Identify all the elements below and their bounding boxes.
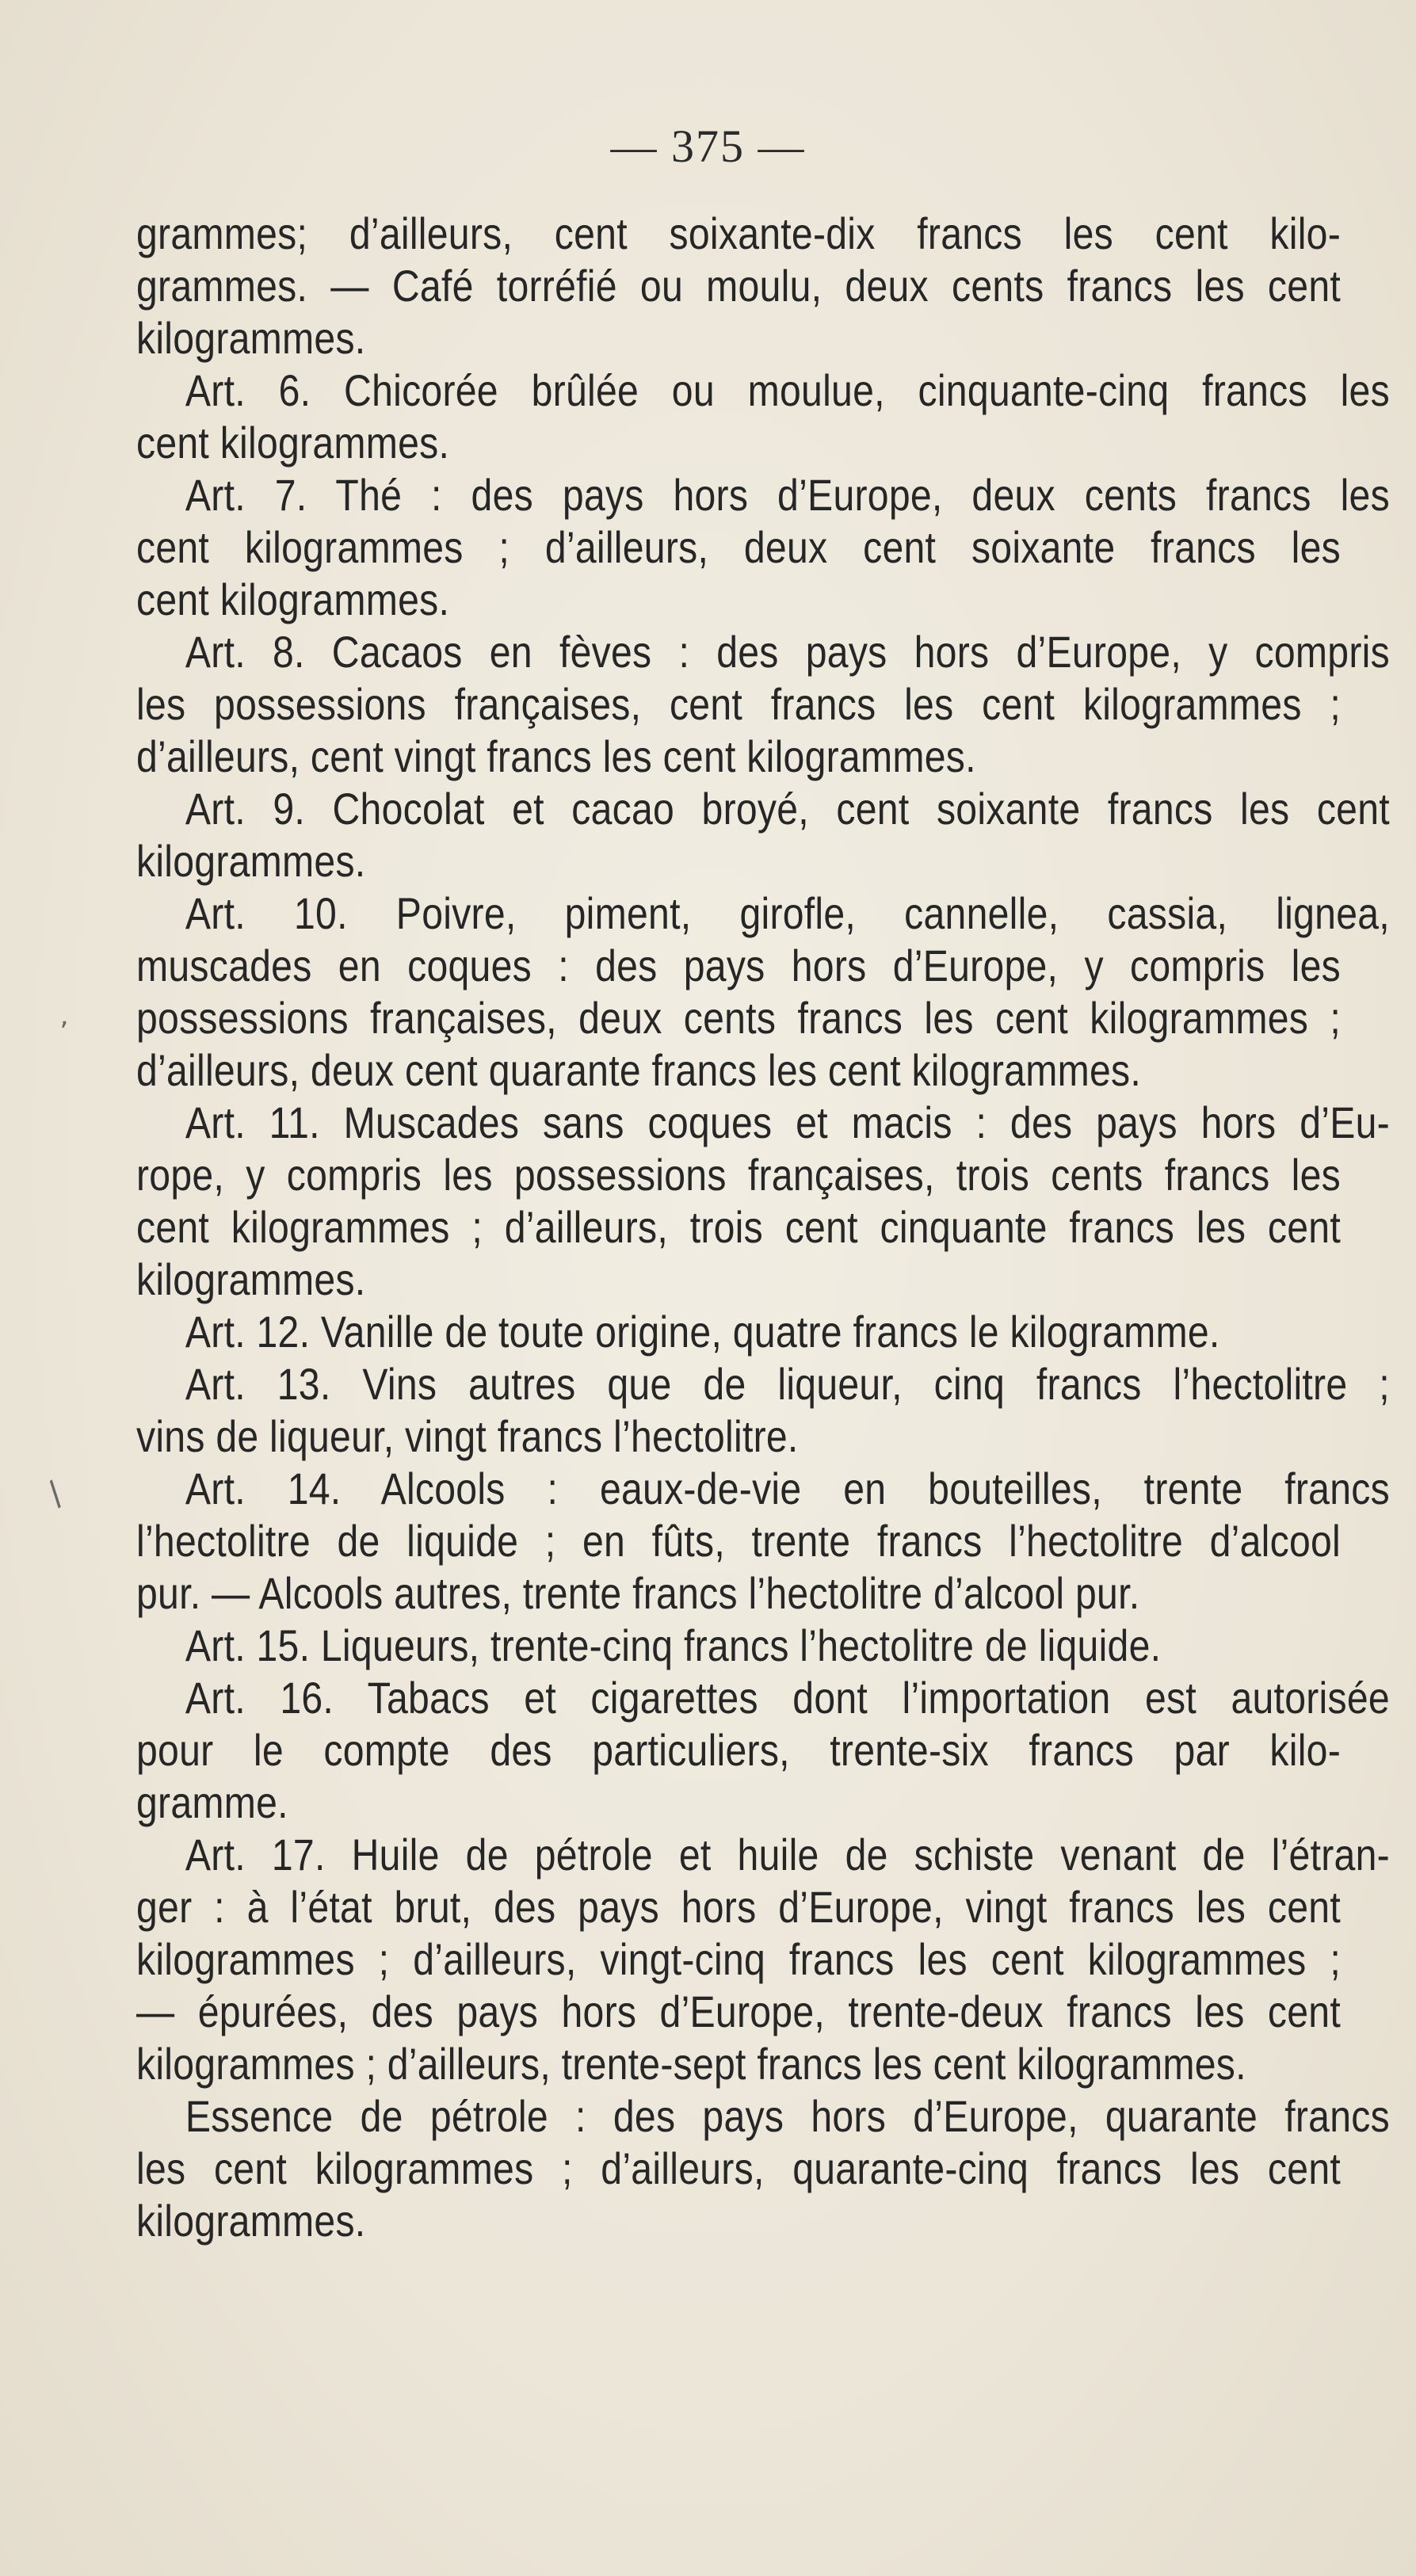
text-line: les cent kilogrammes ; d’ailleurs, quarante-cinq francs les cent (136, 2143, 1341, 2193)
text-line: d’ailleurs, deux cent quarante francs les cent kilogrammes. (136, 1045, 1142, 1095)
margin-mark-icon: ’ (59, 1017, 69, 1049)
text-line: grammes; d’ailleurs, cent soixante-dix francs les cent kilo- (136, 208, 1341, 258)
text-line: d’ailleurs, cent vingt francs les cent kilogrammes. (136, 731, 976, 781)
text-line: Art. 12. Vanille de toute origine, quatre francs le kilogramme. (185, 1307, 1220, 1357)
text-line: vins de liqueur, vingt francs l’hectolitre. (136, 1411, 799, 1461)
text-line: kilogrammes ; d’ailleurs, vingt-cinq francs les cent kilogrammes ; (136, 1934, 1341, 1984)
text-line: Essence de pétrole : des pays hors d’Europe, quarante francs (185, 2091, 1390, 2141)
text-line: Art. 11. Muscades sans coques et macis : des pays hors d’Eu- (185, 1097, 1390, 1147)
text-line: pur. — Alcools autres, trente francs l’hectolitre d’alcool pur. (136, 1568, 1140, 1618)
text-line: Art. 15. Liqueurs, trente-cinq francs l’hectolitre de liquide. (185, 1620, 1162, 1670)
text-line: Art. 13. Vins autres que de liqueur, cinq francs l’hectolitre ; (185, 1359, 1390, 1409)
text-line: grammes. — Café torréfié ou moulu, deux cents francs les cent (136, 261, 1341, 311)
text-line: muscades en coques : des pays hors d’Europe, y compris les (136, 941, 1341, 990)
text-line: kilogrammes. (136, 1254, 366, 1304)
text-line: Art. 17. Huile de pétrole et huile de schiste venant de l’étran- (185, 1830, 1390, 1880)
text-line: Art. 16. Tabacs et cigarettes dont l’importation est autorisée (185, 1673, 1390, 1723)
text-line: pour le compte des particuliers, trente-six francs par kilo- (136, 1725, 1341, 1775)
text-line: kilogrammes. (136, 836, 366, 886)
text-line: gramme. (136, 1777, 288, 1827)
text-line: Art. 9. Chocolat et cacao broyé, cent soixante francs les cent (185, 784, 1390, 834)
text-line: Art. 7. Thé : des pays hors d’Europe, deux cents francs les (185, 470, 1390, 520)
text-line: possessions françaises, deux cents francs les cent kilogrammes ; (136, 993, 1341, 1043)
page-number: — 375 — (610, 120, 806, 172)
text-line: kilogrammes. (136, 2196, 366, 2246)
text-line: rope, y compris les possessions françaises, trois cents francs les (136, 1150, 1341, 1200)
text-line: ger : à l’état brut, des pays hors d’Europe, vingt francs les cent (136, 1882, 1341, 1932)
text-line: cent kilogrammes. (136, 574, 450, 624)
text-line: cent kilogrammes ; d’ailleurs, trois cent cinquante francs les cent (136, 1202, 1341, 1252)
text-line: les possessions françaises, cent francs les cent kilogrammes ; (136, 679, 1341, 729)
text-line: — épurées, des pays hors d’Europe, trente-deux francs les cent (136, 1986, 1341, 2036)
text-line: Art. 10. Poivre, piment, girofle, cannelle, cassia, lignea, (185, 888, 1390, 938)
body-text (136, 208, 1390, 2247)
text-line: Art. 8. Cacaos en fèves : des pays hors d’Europe, y compris (185, 627, 1390, 677)
text-line: Art. 14. Alcools : eaux-de-vie en bouteilles, trente francs (185, 1464, 1390, 1513)
text-line: cent kilogrammes ; d’ailleurs, deux cent soixante francs les (136, 522, 1341, 572)
text-line: l’hectolitre de liquide ; en fûts, trente francs l’hectolitre d’alcool (136, 1516, 1341, 1566)
text-line: kilogrammes ; d’ailleurs, trente-sept francs les cent kilogrammes. (136, 2039, 1246, 2089)
margin-pencil-mark-icon: / (39, 1474, 71, 1513)
text-line: Art. 6. Chicorée brûlée ou moulue, cinquante-cinq francs les (185, 365, 1390, 415)
text-line: cent kilogrammes. (136, 418, 450, 467)
text-line: kilogrammes. (136, 313, 366, 363)
